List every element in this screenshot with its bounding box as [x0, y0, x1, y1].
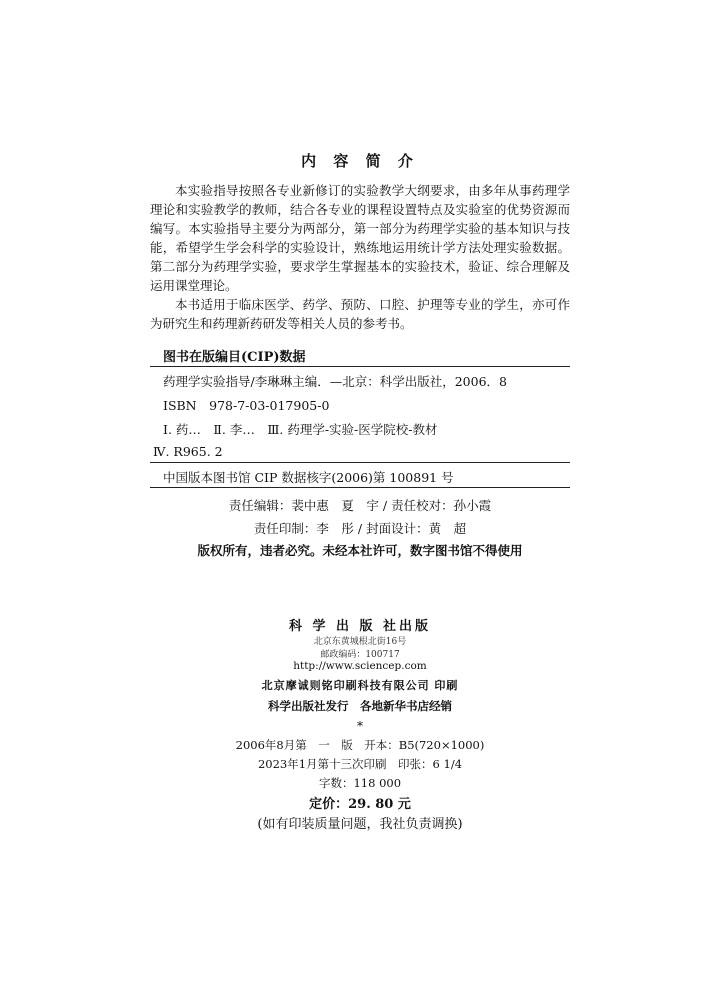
cip-number: 中国版本图书馆 CIP 数据核字(2006)第 100891 号 — [163, 470, 454, 485]
distribution-line: 科学出版社发行 各地新华书店经销 — [268, 699, 452, 713]
printer-line: 北京摩诚则铭印刷科技有限公司 印刷 — [261, 679, 459, 692]
summary-paragraph: 本实验指导按照各专业新修订的实验教学大纲要求，由多年从事药理学理论和实验教学的教师，结合各专业的课程设置特点及实验室的优势资源而编写。本实验指导主要分为两部分，第一部分为药理学实验的基本知识与技能，希望学生学会科学的实验设计，熟练地运用统计学方法处理实验数据。第二部分为药理学实验，要求学生掌握基本的实验技术，验证、综合理解及运用课堂理论。 — [150, 183, 570, 293]
editor-credits: 责任编辑：裴中惠 夏 宇 / 责任校对：孙小霞 — [228, 498, 492, 513]
summary-body — [150, 181, 570, 333]
publisher-name: 科 学 出 版 社出版 — [288, 619, 432, 634]
cip-heading: 图书在版编目(CIP)数据 — [163, 350, 306, 365]
cip-classification: Ⅳ. R965. 2 — [153, 444, 223, 459]
copyright-notice: 版权所有，违者必究。未经本社许可，数字图书馆不得使用 — [197, 543, 523, 558]
publisher-address: 北京东黄城根北街16号 — [313, 637, 407, 647]
print-run-line: 2023年1月第十三次印刷 印张：6 1/4 — [257, 757, 463, 771]
word-count: 字数：118 000 — [318, 776, 402, 790]
publisher-url: http://www.sciencep.com — [293, 660, 427, 672]
cip-subjects: Ⅰ. 药… Ⅱ. 李… Ⅲ. 药理学-实验-医学院校-教材 — [163, 422, 438, 437]
cip-divider-bottom — [150, 487, 570, 488]
cip-divider-top — [150, 366, 570, 367]
edition-line: 2006年8月第 一 版 开本：B5(720×1000) — [235, 738, 485, 752]
separator-star: * — [357, 719, 363, 733]
quality-notice: (如有印装质量问题，我社负责调换) — [257, 817, 463, 832]
cip-title-line: 药理学实验指导/李琳琳主编．—北京：科学出版社，2006．8 — [163, 374, 507, 389]
cip-divider-middle — [150, 462, 570, 463]
summary-paragraph: 本书适用于临床医学、药学、预防、口腔、护理等专业的学生，亦可作为研究生和药理新药研发等相关人员的参考书。 — [150, 297, 570, 331]
summary-title: 内 容 简 介 — [301, 152, 419, 170]
printing-credits: 责任印制：李 彤 / 封面设计：黄 超 — [253, 521, 467, 536]
publisher-postcode: 邮政编码：100717 — [320, 650, 400, 660]
price: 定价：29. 80 元 — [309, 797, 411, 812]
cip-isbn: ISBN 978-7-03-017905-0 — [163, 398, 330, 413]
